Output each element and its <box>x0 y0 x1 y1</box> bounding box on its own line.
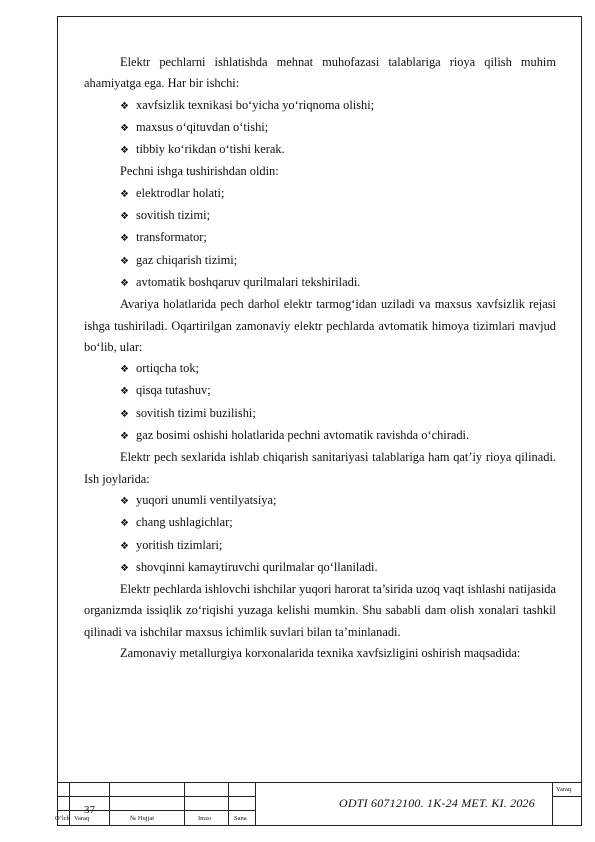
list-item: ❖ maxsus o‘qituvdan o‘tishi; <box>84 117 556 139</box>
list-item: ❖ elektrodlar holati; <box>84 183 556 205</box>
paragraph-5: Elektr pechlarda ishlovchi ishchilar yuqori harorat ta’sirida uzoq vaqt ishlashi natijasida organizmda issiqlik zo‘riqishi yuzaga kelishi mumkin. Shu sababli dam olish xonalari tashkil qilinadi va ishchilar maxsus ichimlik suvlari bilan ta’minlanadi. <box>84 582 556 639</box>
diamond-bullet-icon: ❖ <box>120 518 129 530</box>
title-block-row-line <box>57 796 255 797</box>
title-block-col-line <box>184 782 185 826</box>
diamond-bullet-icon: ❖ <box>120 408 129 420</box>
bullet-list-2 <box>84 183 556 294</box>
paragraph-6: Zamonaviy metallurgiya korxonalarida texnika xavfsizligini oshirish maqsadida: <box>120 646 521 661</box>
diamond-bullet-icon: ❖ <box>120 386 129 398</box>
diamond-bullet-icon: ❖ <box>120 277 129 289</box>
document-code: ODTI 60712100. 1K-24 MET. KI. 2026 <box>339 796 535 810</box>
list-item: ❖ gaz chiqarish tizimi; <box>84 250 556 272</box>
title-block-top-line <box>57 782 582 783</box>
list-item: ❖ shovqinni kamaytiruvchi qurilmalar qo‘llaniladi. <box>84 557 556 579</box>
title-block-col-line <box>109 782 110 826</box>
col-hujjat-label: № Hujjat <box>130 815 155 822</box>
title-block-col-line <box>255 782 256 826</box>
list-item: ❖ yoritish tizimlari; <box>84 535 556 557</box>
paragraph-1: Elektr pechlarni ishlatishda mehnat muhofazasi talablariga rioya qilish muhim ahamiyatga ega. Har bir ishchi: <box>84 55 556 91</box>
paragraph-4: Elektr pech sexlarida ishlab chiqarish sanitariyasi talablariga ham qat’iy rioya qilinadi. Ish joylarida: <box>84 450 556 486</box>
list-item: ❖ tibbiy ko‘rikdan o‘tishi kerak. <box>84 139 556 161</box>
col-varaq-label: Varaq <box>74 815 90 822</box>
diamond-bullet-icon: ❖ <box>120 100 129 112</box>
diamond-bullet-icon: ❖ <box>120 188 129 200</box>
diamond-bullet-icon: ❖ <box>120 431 129 443</box>
diamond-bullet-icon: ❖ <box>120 211 129 223</box>
diamond-bullet-icon: ❖ <box>120 540 129 552</box>
diamond-bullet-icon: ❖ <box>120 562 129 574</box>
list-item: ❖ avtomatik boshqaruv qurilmalari tekshiriladi. <box>84 272 556 294</box>
diamond-bullet-icon: ❖ <box>120 255 129 267</box>
col-imzo-label: Imzo <box>198 815 212 822</box>
list-item: ❖ gaz bosimi oshishi holatlarida pechni avtomatik ravishda o‘chiradi. <box>84 425 556 447</box>
paragraph-2: Pechni ishga tushirishdan oldin: <box>120 164 279 179</box>
list-item: ❖ qisqa tutashuv; <box>84 380 556 402</box>
list-item: ❖ yuqori unumli ventilyatsiya; <box>84 490 556 512</box>
list-item: ❖ xavfsizlik texnikasi bo‘yicha yo‘riqnoma olishi; <box>84 95 556 117</box>
list-item: ❖ chang ushlagichlar; <box>84 512 556 534</box>
bullet-list-3 <box>84 358 556 447</box>
varaq-label: Varaq <box>556 786 572 793</box>
diamond-bullet-icon: ❖ <box>120 122 129 134</box>
bullet-list-1 <box>84 95 556 162</box>
diamond-bullet-icon: ❖ <box>120 233 129 245</box>
title-block <box>57 782 582 826</box>
diamond-bullet-icon: ❖ <box>120 364 129 376</box>
list-item: ❖ ortiqcha tok; <box>84 358 556 380</box>
title-block-col-line <box>228 782 229 826</box>
paragraph-3: Avariya holatlarida pech darhol elektr tarmog‘idan uziladi va maxsus xavfsizlik rejasi ishga tushiriladi. Oqartirilgan zamonaviy elektr pechlarda avtomatik himoya tizimlari mavjud bo‘lib, ular: <box>84 297 556 354</box>
col-olch-label: O‘lch <box>55 815 70 822</box>
list-item: ❖ sovitish tizimi buzilishi; <box>84 403 556 425</box>
diamond-bullet-icon: ❖ <box>120 495 129 507</box>
diamond-bullet-icon: ❖ <box>120 145 129 157</box>
bullet-list-4 <box>84 490 556 579</box>
page-number: 37 <box>84 804 95 816</box>
list-item: ❖ sovitish tizimi; <box>84 205 556 227</box>
document-body <box>84 52 556 664</box>
list-item: ❖ transformator; <box>84 227 556 249</box>
col-sana-label: Sana <box>234 815 247 822</box>
